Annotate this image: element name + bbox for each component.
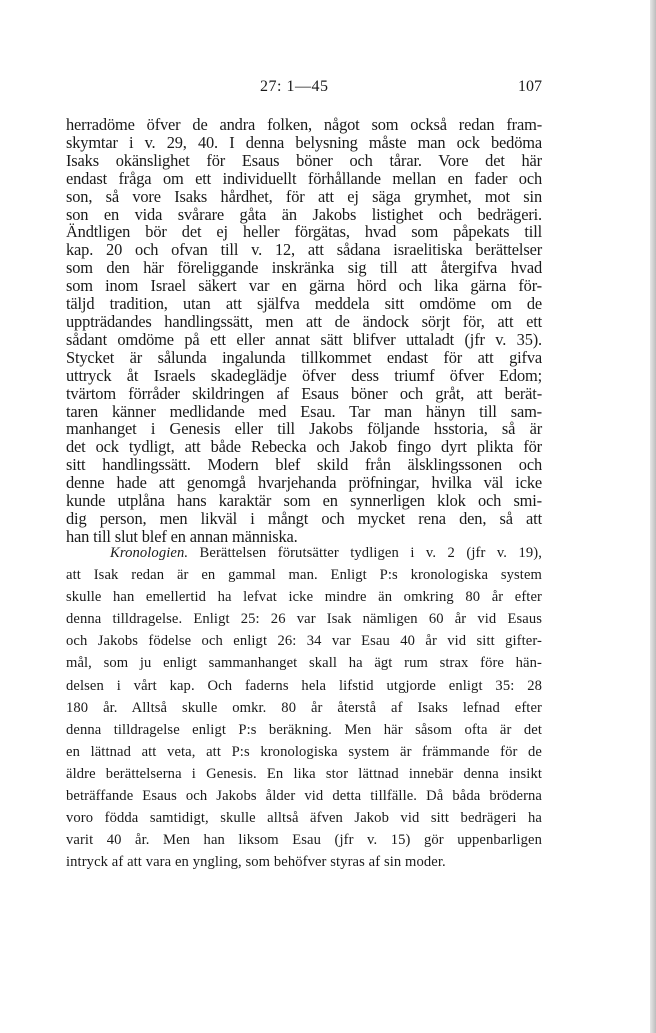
text-line: att Isak redan är en gammal man. Enligt P:s kronologiska system xyxy=(66,567,542,584)
text-line: denna tilldragelse. Enligt 25: 26 var Isak nämligen 60 år vid Esaus xyxy=(66,611,542,628)
text-line: manhanget i Genesis eller till Jakobs följande hsstoria, så är xyxy=(66,419,542,439)
text-line-first xyxy=(66,542,542,564)
text-line: skymtar i v. 29, 40. I denna belysning måste man ock bedöma xyxy=(66,132,542,152)
text-line-rest: Berättelsen förutsätter tydligen i v. 2 (jfr v. 19), xyxy=(199,545,543,561)
paragraph-commentary xyxy=(66,116,542,546)
text-line: Ändtligen bör det ej heller förgätas, hvad som påpekats till xyxy=(66,222,542,242)
text-line: denne hade att genomgå hvarjehanda pröfningar, hvilka väl icke xyxy=(66,473,542,493)
text-line: uppträdandes handlingssätt, men att de ändock sörjt för, att ett xyxy=(66,311,542,331)
running-head xyxy=(70,78,542,102)
text-line: beträffande Esaus och Jakobs ålder vid detta tillfälle. Då båda bröderna xyxy=(66,788,542,805)
text-line: son, så vore Isaks hårdhet, för att ej säga grymhet, mot sin xyxy=(66,186,542,206)
text-line: taren känner medlidande med Esau. Tar man hänyn till sam- xyxy=(66,401,542,421)
text-line: herradöme öfver de andra folken, något som också redan fram- xyxy=(66,115,542,134)
text-line: som den här föreliggande inskränka sig till att återgifva hvad xyxy=(66,258,542,278)
text-line: sådant omdöme på ett eller annat sätt blifver uttaladt (jfr v. 35). xyxy=(66,329,542,349)
text-line: sitt handlingssätt. Modern blef skild från älsklingssonen och xyxy=(66,455,542,475)
paragraph-chronology xyxy=(66,542,542,873)
text-line: skulle han emellertid ha lefvat icke mindre än omkring 80 år efter xyxy=(66,589,542,606)
text-line: uttryck åt Israels skadeglädje öfver dess triumf öfver Edom; xyxy=(66,365,542,385)
text-line: och Jakobs födelse och enligt 26: 34 var Esau 40 år vid sitt gifter- xyxy=(66,633,542,650)
text-line: intryck af att vara en yngling, som behöfver styras af sin moder. xyxy=(66,854,446,871)
text-line: täljd tradition, utan att själfva meddela sitt omdöme om de xyxy=(66,294,542,314)
text-line: Stycket är sålunda ingalunda tillkommet endast för att gifva xyxy=(66,347,542,367)
text-line: dig person, men likväl i mångt och mycket rena den, så att xyxy=(66,508,542,528)
text-line: denna tilldragelse enligt P:s beräkning. Men här såsom ofta är det xyxy=(66,721,542,738)
text-line: tvärtom förråder skildringen af Esaus böner och gråt, att berät- xyxy=(66,383,542,403)
text-line: voro födda samtidigt, skulle alltså äfven Jakob vid sitt bedrägeri ha xyxy=(66,810,542,827)
text-line: endast fråga om ett individuellt förhållande mellan en fader och xyxy=(66,168,542,188)
text-line: han till slut blef en annan människa. xyxy=(66,526,298,546)
text-line: en lättnad att veta, att P:s kronologiska system är främmande för de xyxy=(66,743,542,760)
text-line: kunde utplåna hans karaktär som en synnerligen klok och smi- xyxy=(66,491,542,511)
text-line: det ock tydligt, att både Rebecka och Jakob fingo dyrt plikta för xyxy=(66,437,542,457)
page-number: 107 xyxy=(518,78,542,95)
text-line: äldre berättelserna i Genesis. En lika stor lättnad innebär denna insikt xyxy=(66,765,542,782)
section-lead-italic: Kronologien. xyxy=(110,545,189,561)
text-line: kap. 20 och ofvan till v. 12, att sådana israelitiska berättelser xyxy=(66,240,542,260)
section-reference: 27: 1—45 xyxy=(260,78,329,95)
text-line: mål, som ju enligt sammanhanget skall ha ägt rum strax före hän- xyxy=(66,655,542,672)
text-line: 180 år. Alltså skulle omkr. 80 år återstå af Isaks lefnad efter xyxy=(66,699,542,716)
text-line: son en vida svårare gåta än Jakobs listighet och bedrägeri. xyxy=(66,204,542,224)
text-line: varit 40 år. Men han liksom Esau (jfr v. 15) gör uppenbarligen xyxy=(66,832,542,849)
text-line: delsen i vårt kap. Och faderns hela lifstid utgjorde enligt 35: 28 xyxy=(66,677,542,694)
scan-edge-shadow xyxy=(650,0,656,1033)
text-line: som inom Israel säkert var en gärna hörd och lika gärna för- xyxy=(66,276,542,296)
text-line: Isaks okänslighet för Esaus böner och tårar. Vore det här xyxy=(66,150,542,170)
